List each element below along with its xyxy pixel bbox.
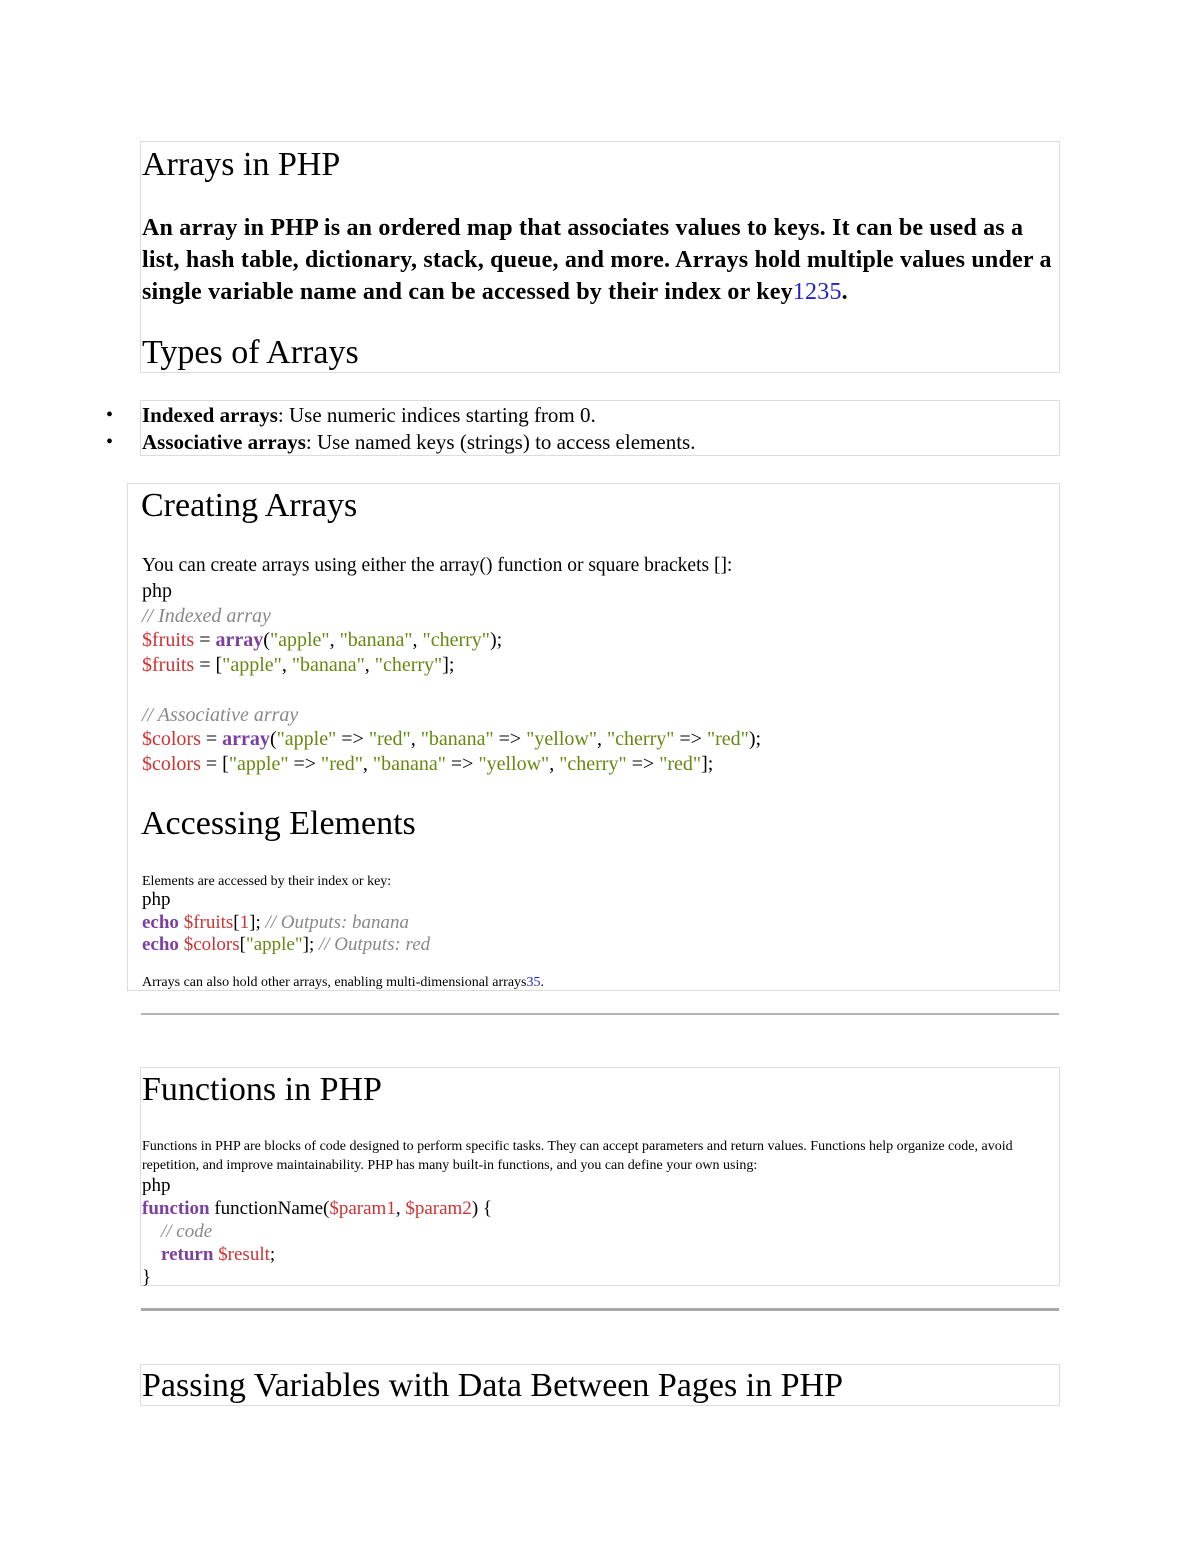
multi-dimensional-end: . [540, 975, 544, 990]
term-associative-arrays: Associative arrays [142, 430, 306, 454]
section-title-accessing-elements: Accessing Elements [141, 805, 416, 842]
code-line: // Indexed array [142, 604, 271, 627]
code-lang-label: php [142, 580, 172, 602]
arrays-description-end: . [841, 279, 848, 305]
functions-description: Functions in PHP are blocks of code designed to perform specific tasks. They can accept parameters and return values. Functions help organize code, avoid repetition, and improve maintainability. PHP has many built-in functions, and you can define your own using: [142, 1139, 1013, 1173]
code-line: $fruits = ["apple", "banana", "cherry"]; [142, 654, 455, 677]
term-indexed-arrays: Indexed arrays [142, 403, 278, 427]
desc-indexed-arrays: : Use numeric indices starting from 0. [277, 403, 596, 427]
reference-link[interactable]: 35 [526, 975, 541, 990]
multi-dimensional-text: Arrays can also hold other arrays, enabling multi-dimensional arrays [142, 975, 527, 990]
code-line: $fruits = array("apple", "banana", "cherry"); [142, 629, 503, 652]
accessing-intro: Elements are accessed by their index or key: [142, 874, 392, 889]
arrays-intro-block [140, 141, 1060, 373]
arrays-description-text: An array in PHP is an ordered map that associates values to keys. It can be used as a list, hash table, dictionary, stack, queue, and more. Arrays hold multiple values under a single variable name and can be accessed by their index or key [142, 215, 1052, 305]
horizontal-divider [141, 1013, 1059, 1015]
code-line: $colors = ["apple" => "red", "banana" => "yellow", "cherry" => "red"]; [142, 752, 714, 775]
list-item-indexed [106, 402, 1057, 429]
functions-block [140, 1067, 1060, 1286]
section-title-arrays: Arrays in PHP [142, 146, 341, 183]
bullet-icon: • [106, 404, 114, 426]
types-list-block [106, 400, 1060, 456]
code-line: $colors = array("apple" => "red", "banana" => "yellow", "cherry" => "red"); [142, 728, 762, 751]
creating-accessing-block [127, 483, 1060, 991]
code-lang-label: php [142, 889, 171, 910]
code-line: // code [161, 1221, 213, 1242]
code-block-accessing [142, 889, 430, 957]
desc-associative-arrays: : Use named keys (strings) to access elements. [305, 430, 696, 454]
section-title-passing-variables: Passing Variables with Data Between Pages in PHP [142, 1367, 844, 1404]
code-line: echo $fruits[1]; // Outputs: banana [142, 911, 410, 933]
code-block-function [142, 1174, 492, 1289]
code-line: echo $colors["apple"]; // Outputs: red [142, 934, 431, 955]
horizontal-divider [141, 1308, 1059, 1311]
code-line: function functionName($param1, $param2) { [142, 1198, 493, 1219]
section-title-functions: Functions in PHP [142, 1071, 382, 1108]
creating-intro: You can create arrays using either the array() function or square brackets []: [142, 555, 733, 576]
code-line: return $result; [161, 1244, 276, 1265]
list-item-associative [106, 429, 1057, 456]
reference-link[interactable]: 1235 [792, 279, 842, 305]
code-lang-label: php [142, 1175, 171, 1196]
section-title-creating-arrays: Creating Arrays [141, 487, 358, 524]
arrays-description [142, 212, 1057, 308]
passing-variables-block [140, 1364, 1060, 1406]
code-line: // Associative array [142, 703, 299, 726]
code-block-creating [142, 579, 761, 777]
subtitle-types-of-arrays: Types of Arrays [142, 334, 359, 371]
code-line: } [142, 1267, 152, 1288]
bullet-icon: • [106, 431, 114, 453]
multi-dimensional-note [142, 973, 544, 992]
types-list [106, 402, 1057, 456]
